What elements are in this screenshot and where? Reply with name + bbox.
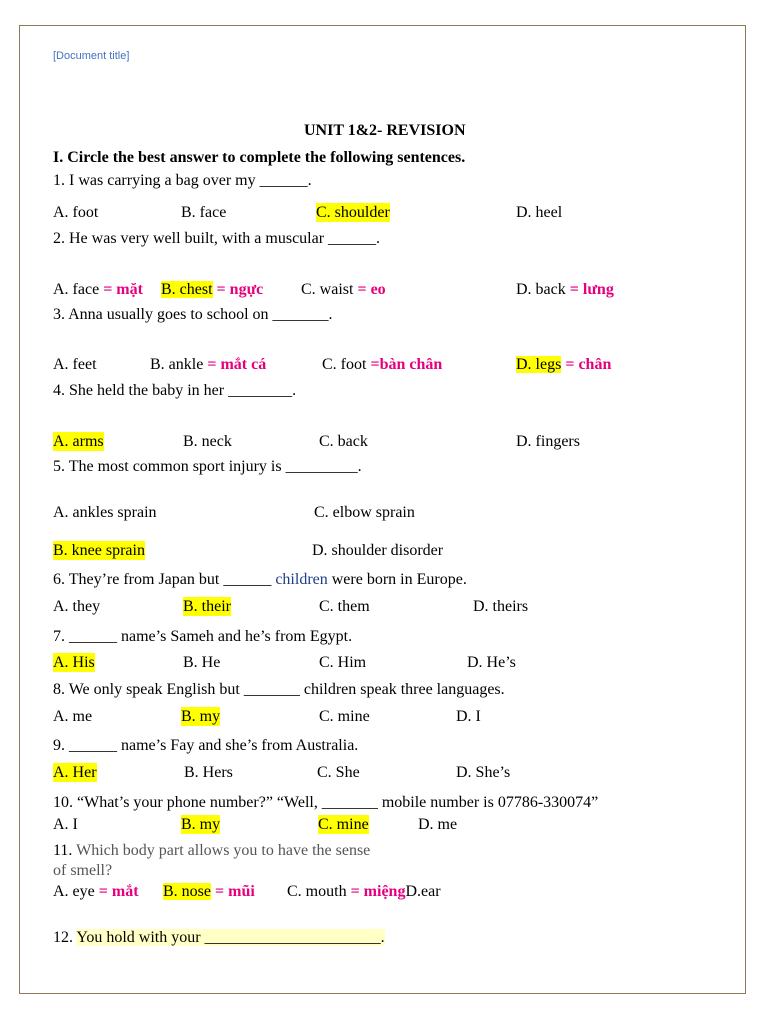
q9-option-a-answer[interactable]: A. Her (53, 764, 97, 781)
q6-option-d[interactable]: D. theirs (473, 598, 529, 615)
question-4-stem: 4. She held the baby in her ________. (53, 382, 297, 399)
q2-option-b-answer: B. chest (161, 281, 213, 298)
q4-option-a-answer[interactable]: A. arms (53, 433, 104, 450)
question-7-stem: 7. ______ name’s Sameh and he’s from Egypt. (53, 628, 353, 645)
q9-option-d[interactable]: D. She’s (456, 764, 511, 781)
q12-number: 12. (53, 929, 77, 946)
section-heading: I. Circle the best answer to complete the following sentences. (53, 149, 466, 166)
question-9-stem: 9. ______ name’s Fay and she’s from Australia. (53, 737, 359, 754)
q11-stem-line-1: Which body part allows you to have the sense (76, 842, 371, 859)
q2-option-c[interactable] (301, 280, 386, 299)
q1-option-c-answer[interactable]: C. shoulder (316, 204, 390, 221)
q2-option-b-translation: = ngực (212, 281, 264, 298)
q7-option-d[interactable]: D. He’s (467, 654, 516, 671)
q6-option-b-answer[interactable]: B. their (183, 598, 231, 615)
document-title-placeholder: [Document title] (53, 50, 130, 62)
q10-option-a[interactable]: A. I (53, 816, 78, 833)
q3-option-c-label: C. foot (322, 356, 371, 373)
q3-option-b[interactable] (150, 355, 266, 374)
q4-option-c[interactable]: C. back (319, 433, 368, 450)
q8-option-d[interactable]: D. I (456, 708, 481, 725)
q3-option-b-label: B. ankle (150, 356, 208, 373)
q8-option-b-answer[interactable]: B. my (181, 708, 221, 725)
q2-option-c-translation: = eo (357, 281, 386, 298)
q8-option-c[interactable]: C. mine (319, 708, 370, 725)
q12-stem-text: You hold with your ______________________. (76, 929, 385, 946)
q3-option-d-translation: = chân (561, 356, 612, 373)
q9-option-b[interactable]: B. Hers (184, 764, 233, 781)
q11-option-b[interactable] (163, 882, 255, 901)
q2-option-c-label: C. waist (301, 281, 358, 298)
q2-option-a-translation: = mặt (103, 281, 143, 298)
q6-option-a[interactable]: A. they (53, 598, 101, 615)
q2-option-a-label: A. face (53, 281, 104, 298)
q2-option-b[interactable] (161, 280, 263, 299)
q11-option-b-translation: = mũi (211, 883, 255, 900)
q1-option-b[interactable]: B. face (181, 204, 227, 221)
q5-option-b-answer[interactable]: B. knee sprain (53, 542, 145, 559)
q11-option-a[interactable] (53, 882, 139, 901)
question-5-stem: 5. The most common sport injury is _________. (53, 458, 362, 475)
q11-number: 11. (53, 842, 77, 859)
question-2-stem: 2. He was very well built, with a muscular ______. (53, 230, 381, 247)
q3-option-c[interactable] (322, 355, 442, 374)
q1-option-a[interactable]: A. foot (53, 204, 99, 221)
q3-option-d[interactable] (516, 355, 611, 374)
q10-option-c-answer[interactable]: C. mine (318, 816, 369, 833)
q11-option-d-label: D.ear (405, 883, 441, 900)
q2-option-d[interactable] (516, 280, 614, 299)
q3-option-c-translation: =bàn chân (370, 356, 443, 373)
q7-option-b[interactable]: B. He (183, 654, 221, 671)
q3-option-b-translation: = mắt cá (207, 356, 267, 373)
page-title: UNIT 1&2- REVISION (304, 122, 466, 139)
q11-option-c-label: C. mouth (287, 883, 351, 900)
q5-option-d[interactable]: D. shoulder disorder (312, 542, 444, 559)
q3-option-a[interactable]: A. feet (53, 356, 97, 373)
q4-option-d[interactable]: D. fingers (516, 433, 580, 450)
q6-stem-part-1: 6. They’re from Japan but ______ (53, 571, 276, 588)
q6-option-c[interactable]: C. them (319, 598, 370, 615)
q7-option-a-answer[interactable]: A. His (53, 654, 95, 671)
question-12-stem (53, 928, 385, 947)
question-3-stem: 3. Anna usually goes to school on _______. (53, 306, 333, 323)
q8-option-a[interactable]: A. me (53, 708, 93, 725)
q11-option-a-translation: = mắt (98, 883, 139, 900)
q3-option-d-answer: D. legs (516, 356, 562, 373)
q7-option-c[interactable]: C. Him (319, 654, 367, 671)
q11-stem-line-2: of smell? (53, 862, 113, 879)
q1-option-d[interactable]: D. heel (516, 204, 563, 221)
q4-option-b[interactable]: B. neck (183, 433, 232, 450)
q11-option-b-answer: B. nose (163, 883, 211, 900)
q5-option-a[interactable]: A. ankles sprain (53, 504, 157, 521)
q10-option-b-answer[interactable]: B. my (181, 816, 221, 833)
q5-option-c[interactable]: C. elbow sprain (314, 504, 415, 521)
q11-option-c-d[interactable] (287, 882, 441, 901)
q6-stem-part-2: were born in Europe. (327, 571, 467, 588)
q2-option-d-translation: = lưng (569, 281, 614, 298)
q2-option-d-label: D. back (516, 281, 570, 298)
question-10-stem: 10. “What’s your phone number?” “Well, _______ mobile number is 07786-330074” (53, 794, 599, 811)
q11-option-a-label: A. eye (53, 883, 99, 900)
question-1-stem: 1. I was carrying a bag over my ______. (53, 172, 312, 189)
question-8-stem: 8. We only speak English but _______ children speak three languages. (53, 681, 505, 698)
question-6-stem (53, 570, 467, 589)
question-11-stem (53, 841, 370, 860)
q2-option-a[interactable] (53, 280, 143, 299)
q10-option-d[interactable]: D. me (418, 816, 458, 833)
q11-option-c-translation: = miệng (350, 883, 406, 900)
q6-stem-word: children (275, 571, 328, 588)
q9-option-c[interactable]: C. She (317, 764, 360, 781)
